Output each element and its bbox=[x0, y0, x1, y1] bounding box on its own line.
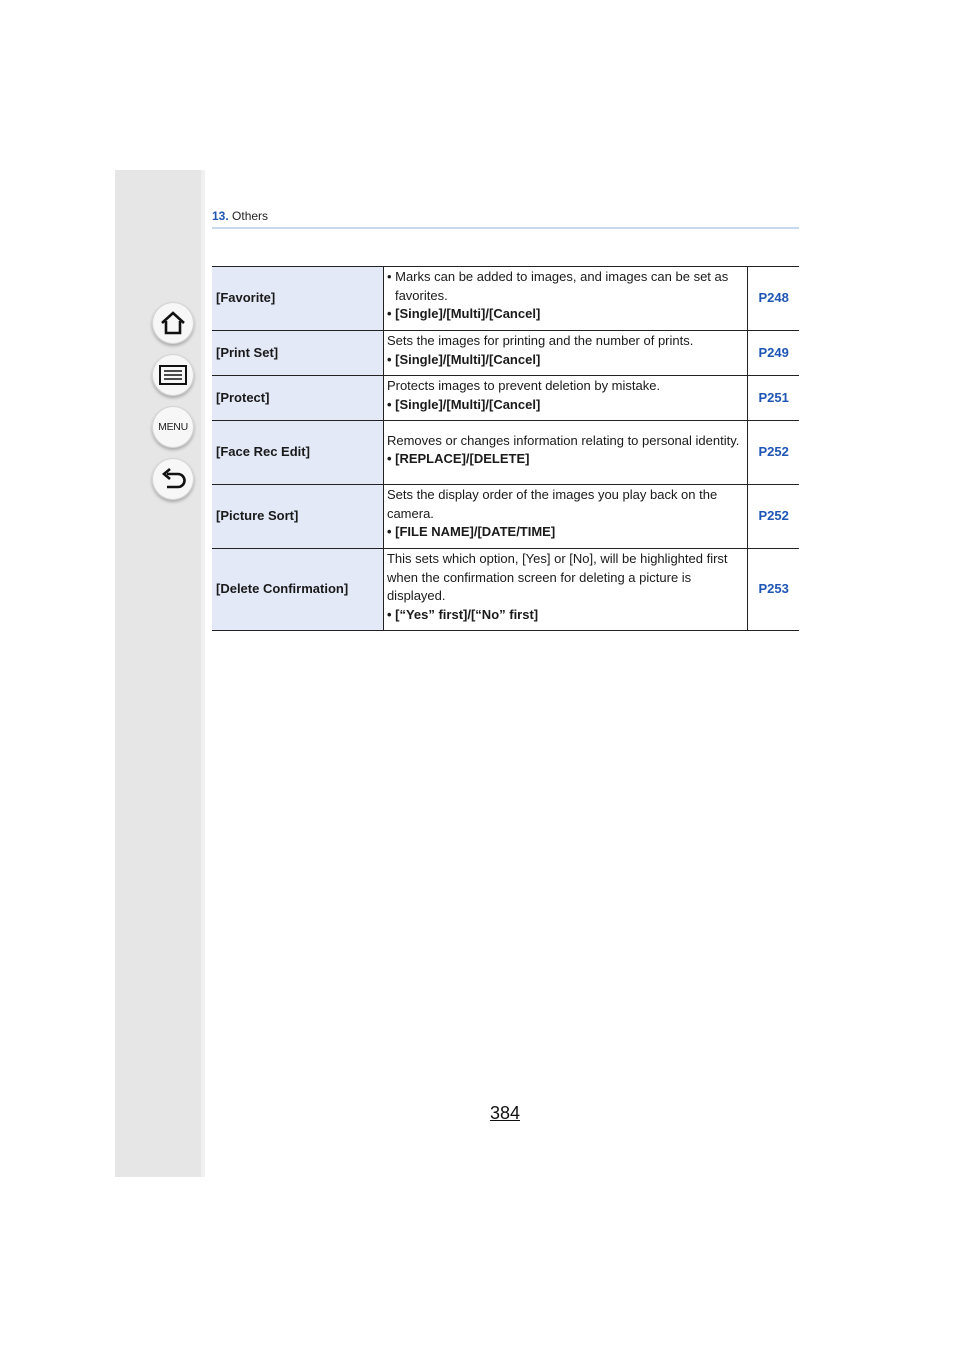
table-row bbox=[212, 267, 799, 331]
item-name: [Picture Sort] bbox=[212, 485, 383, 549]
page-number: 384 bbox=[489, 1103, 521, 1123]
setting-options: • [Single]/[Multi]/[Cancel] bbox=[386, 306, 541, 322]
description-text: • Marks can be added to images, and images can be set as favorites. bbox=[386, 269, 729, 303]
table-row bbox=[212, 376, 799, 421]
setting-options: • [Single]/[Multi]/[Cancel] bbox=[386, 351, 541, 367]
page-reference-link[interactable]: P251 bbox=[748, 376, 799, 421]
item-description bbox=[383, 267, 747, 331]
menu-button[interactable] bbox=[152, 406, 194, 448]
table-row bbox=[212, 421, 799, 485]
page-reference-link[interactable]: P252 bbox=[748, 485, 799, 549]
menu-label: MENU bbox=[158, 421, 188, 433]
table-row bbox=[212, 485, 799, 549]
table-row bbox=[212, 549, 799, 631]
item-name: [Favorite] bbox=[212, 267, 383, 331]
setting-options: • [Single]/[Multi]/[Cancel] bbox=[386, 396, 541, 412]
description-text: Sets the display order of the images you play back on the camera. bbox=[386, 487, 718, 521]
item-description bbox=[383, 485, 747, 549]
item-name: [Protect] bbox=[212, 376, 383, 421]
item-name: [Delete Confirmation] bbox=[212, 549, 383, 631]
header-divider bbox=[212, 227, 799, 229]
back-arrow-icon bbox=[159, 466, 187, 492]
home-icon bbox=[159, 310, 187, 336]
item-description bbox=[383, 331, 747, 376]
list-icon bbox=[158, 364, 188, 386]
page-reference-link[interactable]: P248 bbox=[748, 267, 799, 331]
page-reference-link[interactable]: P249 bbox=[748, 331, 799, 376]
chapter-number: 13. bbox=[212, 209, 229, 223]
chapter-title: Others bbox=[232, 209, 269, 223]
item-description bbox=[383, 549, 747, 631]
description-text: This sets which option, [Yes] or [No], will be highlighted first when the confirmation screen for deleting a picture is displayed. bbox=[386, 551, 728, 603]
item-description bbox=[383, 421, 747, 485]
sidebar-edge bbox=[201, 170, 205, 1177]
chapter-header bbox=[212, 209, 268, 223]
table-row bbox=[212, 331, 799, 376]
description-text: Removes or changes information relating to personal identity. bbox=[386, 432, 740, 448]
page-reference-link[interactable]: P252 bbox=[748, 421, 799, 485]
item-description bbox=[383, 376, 747, 421]
description-text: Sets the images for printing and the number of prints. bbox=[386, 333, 694, 348]
playback-menu-table bbox=[212, 266, 799, 631]
setting-options: • [“Yes” first]/[“No” first] bbox=[386, 606, 539, 622]
home-button[interactable] bbox=[152, 302, 194, 344]
page-reference-link[interactable]: P253 bbox=[748, 549, 799, 631]
description-text: Protects images to prevent deletion by mistake. bbox=[386, 378, 661, 393]
setting-options: • [REPLACE]/[DELETE] bbox=[386, 451, 530, 466]
contents-button[interactable] bbox=[152, 354, 194, 396]
back-button[interactable] bbox=[152, 458, 194, 500]
item-name: [Print Set] bbox=[212, 331, 383, 376]
setting-options: • [FILE NAME]/[DATE/TIME] bbox=[386, 524, 556, 540]
item-name: [Face Rec Edit] bbox=[212, 421, 383, 485]
